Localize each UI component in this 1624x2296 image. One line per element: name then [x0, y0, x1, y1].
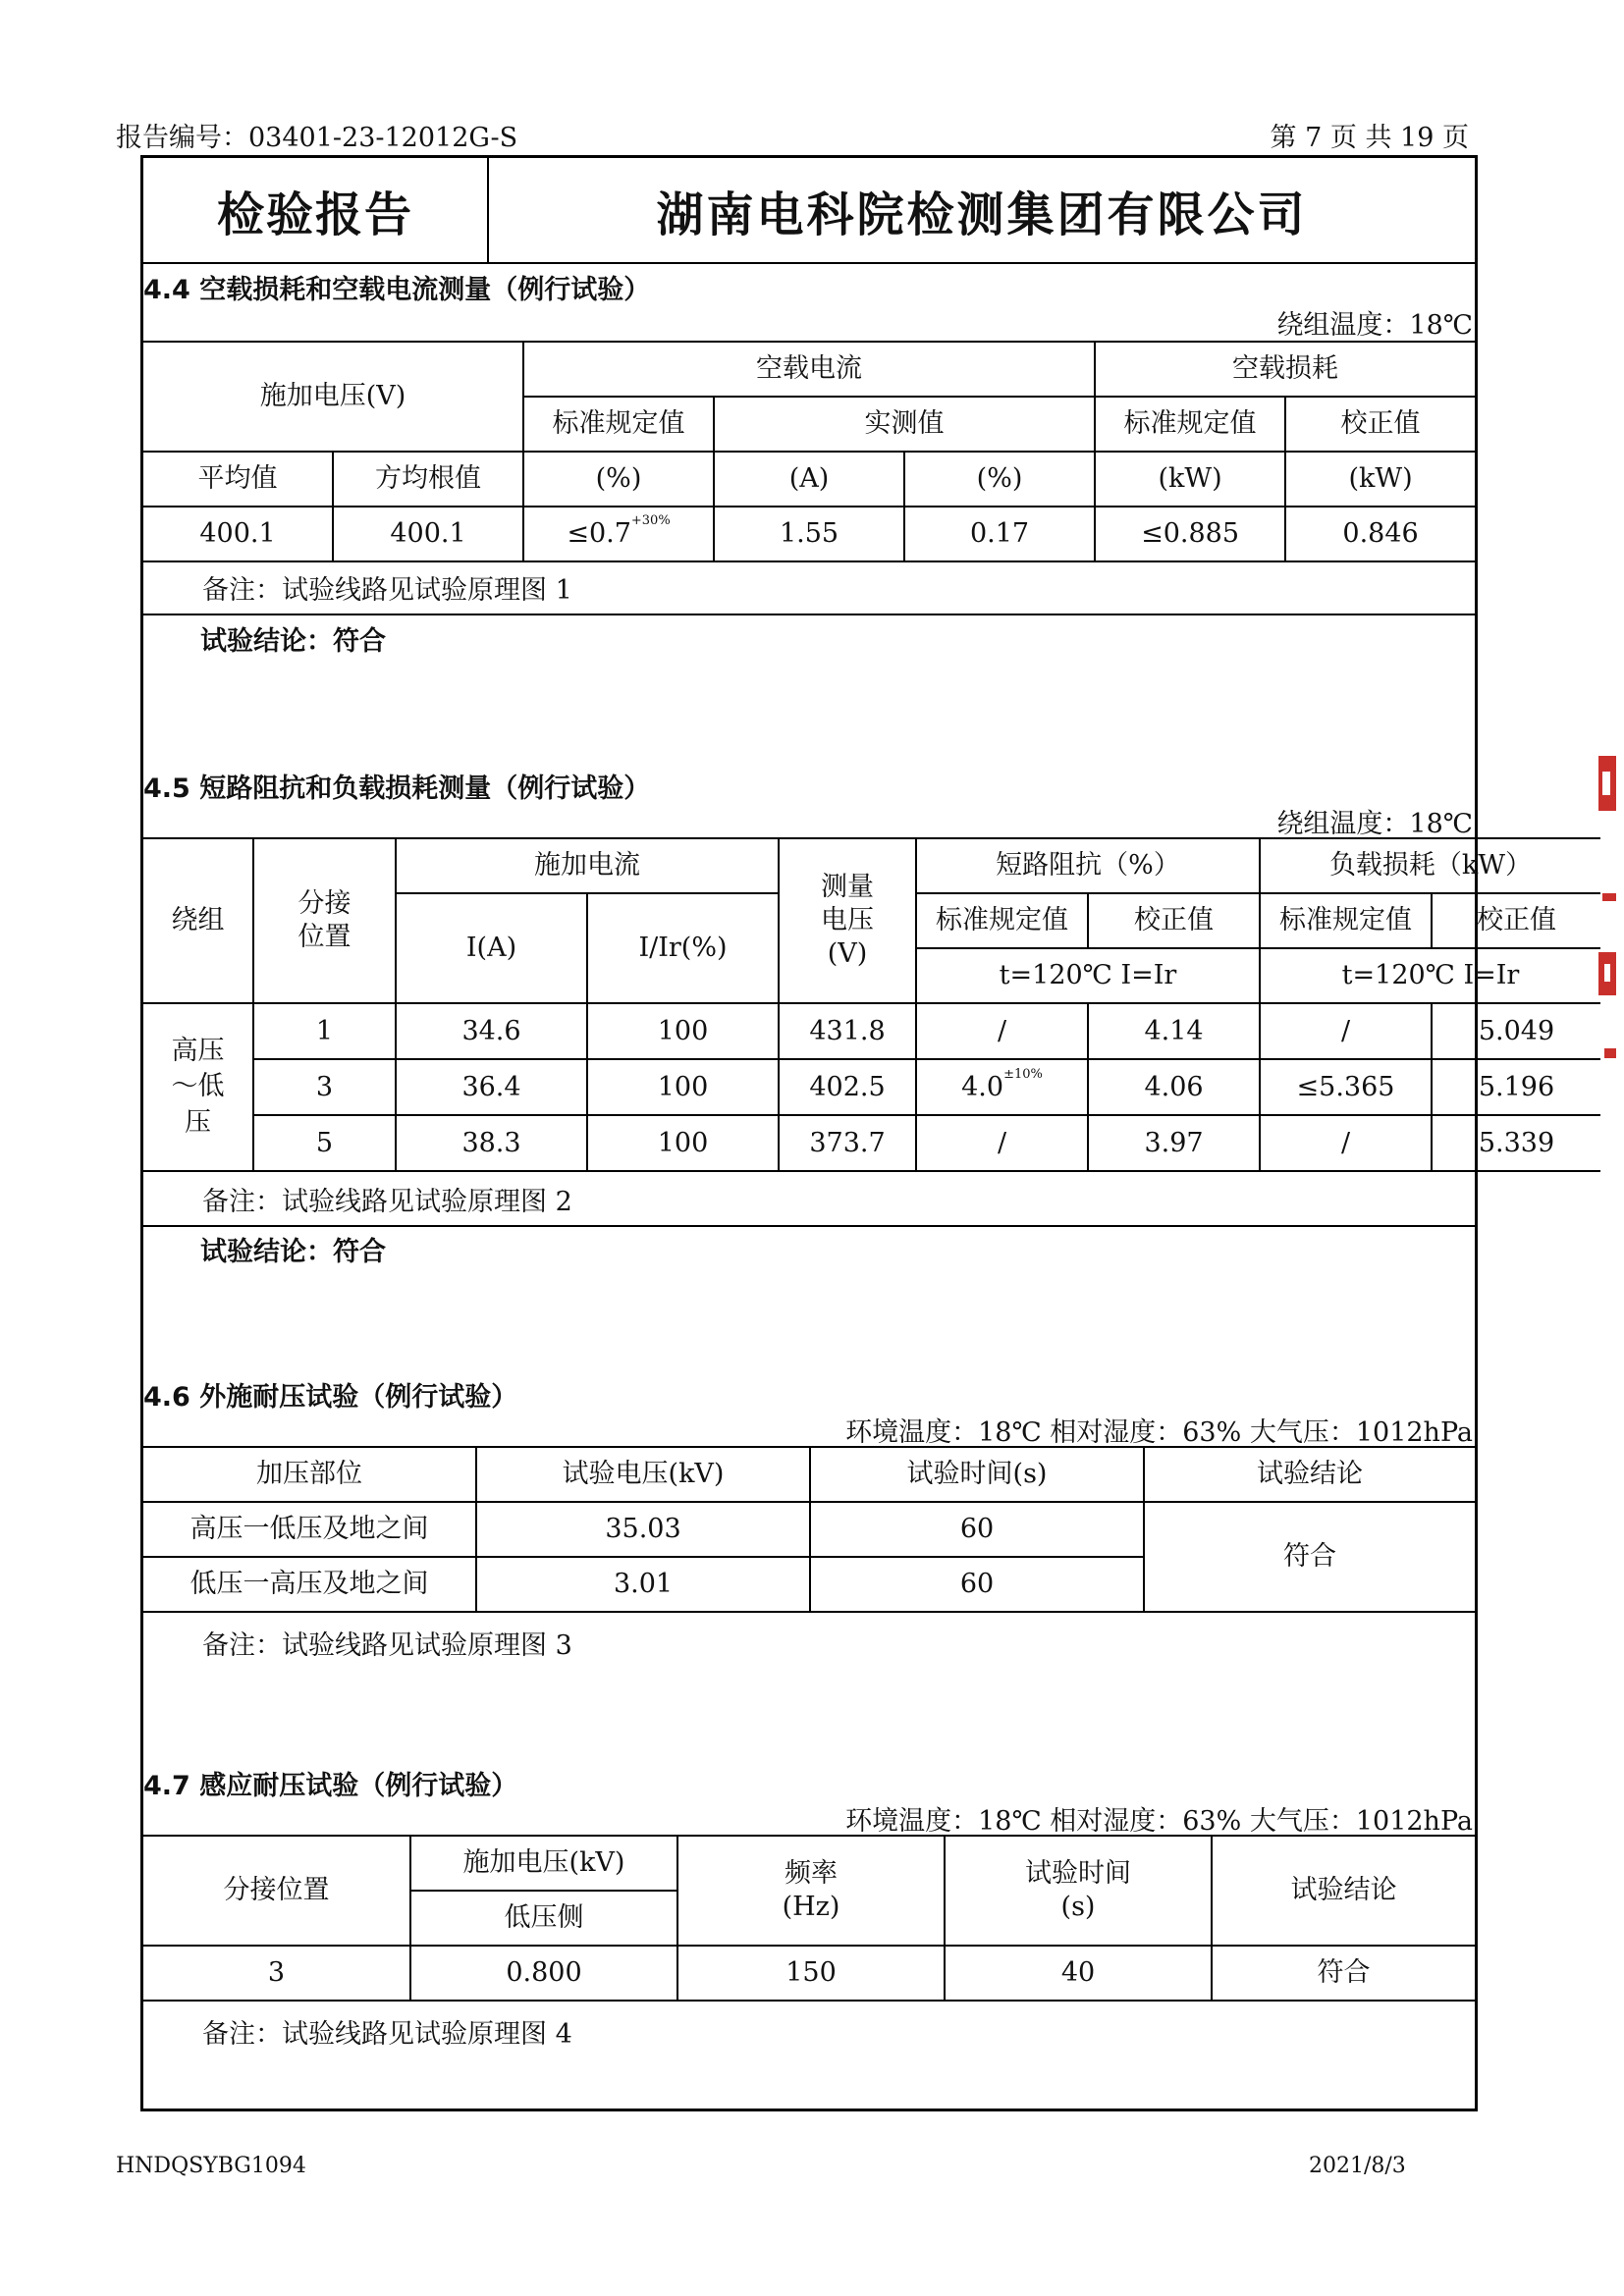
header-tap-position: 分接位置	[143, 1836, 410, 1946]
value-measured-current-a: 1.55	[714, 507, 904, 561]
voltage-cell: 402.5	[779, 1059, 916, 1115]
header-standard-value: 标准规定值	[1095, 397, 1285, 452]
applied-voltage-table	[143, 1446, 1475, 1613]
note-4-5: 备注：试验线路见试验原理图 2	[143, 1172, 1475, 1227]
value-measured-current-pct: 0.17	[904, 507, 1095, 561]
note-4-4: 备注：试验线路见试验原理图 1	[143, 561, 1475, 615]
short-circuit-table	[143, 837, 1600, 1172]
header-reference-condition: t=120℃ I=Ir	[916, 948, 1260, 1003]
loss-corrected-cell: 5.196	[1432, 1059, 1600, 1115]
current-cell: 38.3	[396, 1115, 587, 1171]
header-applied-voltage: 施加电压(kV)	[410, 1836, 677, 1891]
standard-current-text: ≤0.7	[567, 518, 631, 550]
result-cell: 符合	[1212, 1946, 1475, 2001]
section-title-4-5: 4.5 短路阻抗和负载损耗测量（例行试验）	[143, 774, 651, 804]
title-bar	[143, 158, 1475, 264]
tap-cell: 5	[253, 1115, 396, 1171]
header-no-load-loss: 空载损耗	[1095, 342, 1475, 397]
tap-cell: 3	[253, 1059, 396, 1115]
header-test-time-label: 试验时间	[1025, 1858, 1131, 1890]
header-standard-value: 标准规定值	[916, 893, 1088, 948]
header-measured-value: 实测值	[714, 397, 1095, 452]
voltage-cell: 431.8	[779, 1003, 916, 1059]
form-code: HNDQSYBG1094	[116, 2154, 306, 2178]
header-test-time	[945, 1836, 1212, 1946]
voltage-cell: 35.03	[476, 1502, 810, 1557]
header-frequency-label: 频率	[785, 1858, 838, 1890]
impedance-standard-cell: /	[916, 1003, 1088, 1059]
ratio-cell: 100	[587, 1003, 779, 1059]
table-row	[143, 1059, 1600, 1115]
unit-cell: (A)	[714, 452, 904, 507]
voltage-cell: 373.7	[779, 1115, 916, 1171]
value-average-voltage: 400.1	[143, 507, 333, 561]
winding-label-text: 高压～低压	[171, 1035, 225, 1138]
impedance-standard-cell: /	[916, 1115, 1088, 1171]
impedance-standard-cell	[916, 1059, 1088, 1115]
header-test-voltage: 试验电压(kV)	[476, 1447, 810, 1502]
result-cell: 符合	[1144, 1502, 1475, 1612]
seal-stamp-fragment	[1598, 756, 1618, 1070]
impedance-corrected-cell: 4.14	[1088, 1003, 1260, 1059]
loss-corrected-cell: 5.049	[1432, 1003, 1600, 1059]
ratio-cell: 100	[587, 1059, 779, 1115]
frequency-cell: 150	[677, 1946, 945, 2001]
header-frequency	[677, 1836, 945, 1946]
environment-conditions-4-6: 环境温度：18℃ 相对湿度：63% 大气压：1012hPa	[845, 1417, 1473, 1448]
value-rms-voltage: 400.1	[333, 507, 523, 561]
environment-conditions-4-7: 环境温度：18℃ 相对湿度：63% 大气压：1012hPa	[845, 1806, 1473, 1837]
induced-voltage-table	[143, 1835, 1475, 2002]
header-no-load-current: 空载电流	[523, 342, 1095, 397]
impedance-standard-text: 4.0	[961, 1071, 1004, 1102]
header-part: 加压部位	[143, 1447, 476, 1502]
report-number: 报告编号：03401-23-12012G-S	[116, 123, 518, 153]
table-row	[143, 1946, 1475, 2001]
loss-standard-cell: /	[1260, 1115, 1432, 1171]
header-applied-voltage: 施加电压(V)	[143, 342, 523, 452]
page-header	[116, 116, 1469, 155]
header-load-loss: 负载损耗（kW）	[1260, 838, 1600, 893]
winding-label	[143, 1003, 253, 1171]
note-4-6: 备注：试验线路见试验原理图 3	[202, 1629, 572, 1661]
note-4-7: 备注：试验线路见试验原理图 4	[202, 2018, 572, 2050]
header-standard-value: 标准规定值	[523, 397, 714, 452]
value-standard-loss: ≤0.885	[1095, 507, 1285, 561]
header-impedance: 短路阻抗（%）	[916, 838, 1260, 893]
impedance-corrected-cell: 3.97	[1088, 1115, 1260, 1171]
header-measured-voltage	[779, 838, 916, 1003]
header-applied-current: 施加电流	[396, 838, 779, 893]
section-title-4-4: 4.4 空载损耗和空载电流测量（例行试验）	[143, 275, 651, 305]
header-measured-voltage-text: 测量电压(V)	[821, 872, 874, 969]
header-average: 平均值	[143, 452, 333, 507]
report-type-title: 检验报告	[143, 158, 489, 262]
time-cell: 60	[810, 1557, 1144, 1612]
loss-standard-cell: ≤5.365	[1260, 1059, 1432, 1115]
header-tap-position-text: 分接位置	[298, 888, 352, 952]
header-frequency-unit: (Hz)	[782, 1892, 840, 1922]
part-cell: 低压一高压及地之间	[143, 1557, 476, 1612]
header-test-time: 试验时间(s)	[810, 1447, 1144, 1502]
table-row	[143, 1502, 1475, 1557]
unit-cell: (%)	[523, 452, 714, 507]
conclusion-4-5: 试验结论：符合	[200, 1237, 386, 1267]
tolerance-superscript: ±10%	[1003, 1066, 1043, 1082]
table-row	[143, 1115, 1600, 1171]
form-date: 2021/8/3	[1309, 2154, 1406, 2178]
section-title-4-7: 4.7 感应耐压试验（例行试验）	[143, 1771, 518, 1801]
winding-temperature-4-5: 绕组温度：18℃	[1276, 809, 1473, 839]
header-standard-value: 标准规定值	[1260, 893, 1432, 948]
header-corrected-value: 校正值	[1088, 893, 1260, 948]
header-reference-condition: t=120℃ I=Ir	[1260, 948, 1600, 1003]
unit-cell: (%)	[904, 452, 1095, 507]
conclusion-4-4: 试验结论：符合	[200, 626, 386, 657]
section-title-4-6: 4.6 外施耐压试验（例行试验）	[143, 1382, 518, 1413]
report-frame	[140, 155, 1556, 2111]
unit-cell: (kW)	[1095, 452, 1285, 507]
ratio-cell: 100	[587, 1115, 779, 1171]
tap-cell: 1	[253, 1003, 396, 1059]
header-corrected-value: 校正值	[1432, 893, 1600, 948]
header-current-a: I(A)	[396, 893, 587, 1003]
header-test-result: 试验结论	[1212, 1836, 1475, 1946]
part-cell: 高压一低压及地之间	[143, 1502, 476, 1557]
tolerance-superscript: +30%	[630, 513, 671, 529]
time-cell: 40	[945, 1946, 1212, 2001]
header-rms: 方均根值	[333, 452, 523, 507]
current-cell: 34.6	[396, 1003, 587, 1059]
page-number: 第 7 页 共 19 页	[1270, 123, 1469, 153]
current-cell: 36.4	[396, 1059, 587, 1115]
voltage-cell: 3.01	[476, 1557, 810, 1612]
header-current-ratio: I/Ir(%)	[587, 893, 779, 1003]
unit-cell: (kW)	[1285, 452, 1475, 507]
value-corrected-loss: 0.846	[1285, 507, 1475, 561]
table-row	[143, 1003, 1600, 1059]
tap-cell: 3	[143, 1946, 410, 2001]
time-cell: 60	[810, 1502, 1144, 1557]
company-name: 湖南电科院检测集团有限公司	[656, 187, 1308, 242]
loss-corrected-cell: 5.339	[1432, 1115, 1600, 1171]
header-low-voltage-side: 低压侧	[410, 1891, 677, 1946]
loss-standard-cell: /	[1260, 1003, 1432, 1059]
no-load-table	[143, 341, 1475, 562]
header-winding: 绕组	[143, 838, 253, 1003]
low-voltage-cell: 0.800	[410, 1946, 677, 2001]
impedance-corrected-cell: 4.06	[1088, 1059, 1260, 1115]
header-tap-position	[253, 838, 396, 1003]
header-corrected-value: 校正值	[1285, 397, 1475, 452]
header-test-result: 试验结论	[1144, 1447, 1475, 1502]
value-standard-current	[523, 507, 714, 561]
winding-temperature-4-4: 绕组温度：18℃	[1276, 310, 1473, 341]
header-test-time-unit: (s)	[1060, 1892, 1096, 1922]
